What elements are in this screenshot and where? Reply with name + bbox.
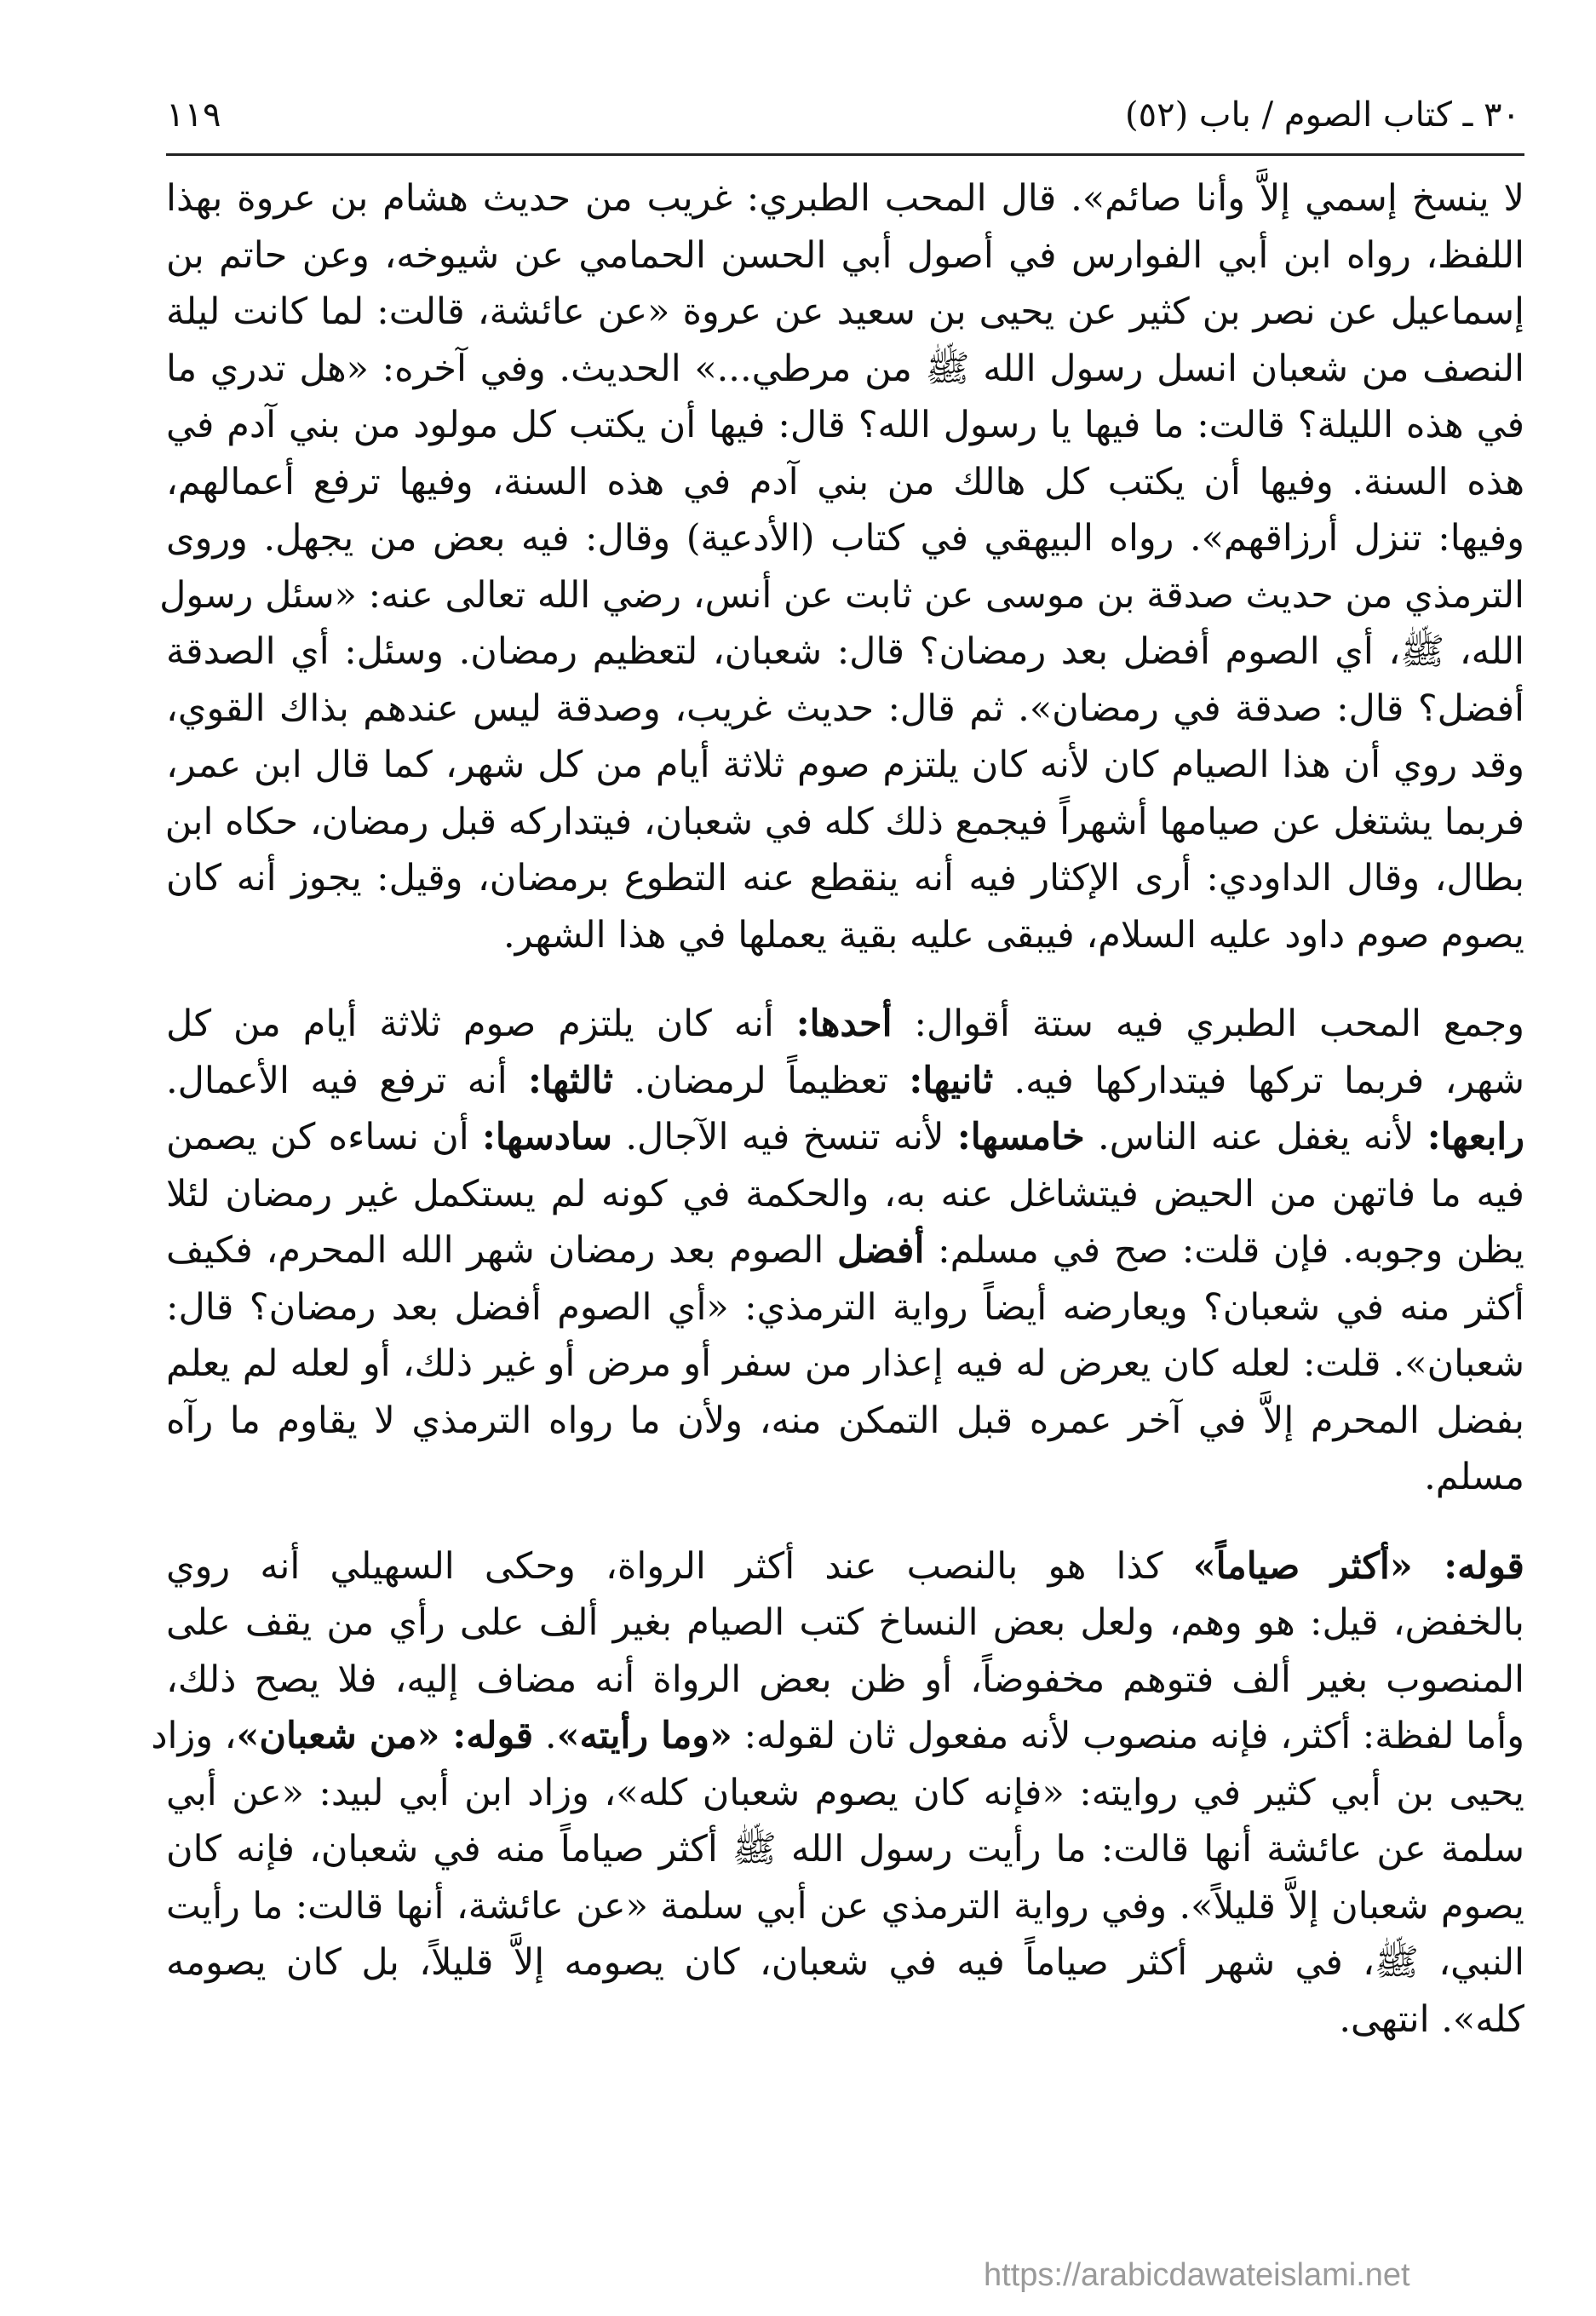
text-run: المنصوب بغير ألف فتوهم مخفوضاً، أو ظن بعض الرواة أنه مضاف إليه، فلا يصح ذلك، (166, 1658, 1524, 1701)
text-run: الترمذي من حديث صدقة بن موسى عن ثابت عن أنس، رضي الله تعالى عنه: «سئل رسول (159, 573, 1524, 617)
text-run: أن نساءه كن يصمن (166, 1116, 482, 1158)
text-run: ، وزاد (151, 1715, 237, 1757)
text-line (166, 170, 1524, 227)
text-run: كله». انتهى. (1339, 1997, 1524, 2041)
text-run: تعظيماً لرمضان. (612, 1059, 910, 1102)
text-run: شعبان». قلت: لعله كان يعرض له فيه إعذار من سفر أو مرض أو غير ذلك، أو لعله لم يعلم (166, 1342, 1524, 1385)
text-line (166, 1393, 1524, 1450)
text-line (166, 227, 1524, 284)
text-line (166, 850, 1524, 907)
text-run: مسلم. (1424, 1456, 1524, 1498)
text-run: فيه ما فاتهن من الحيض فيتشاغل عنه به، والحكمة في كونه لم يستكمل غير رمضان لئلا (166, 1172, 1524, 1215)
text-line (166, 1821, 1524, 1878)
bold-term: سادسها: (481, 1116, 613, 1158)
text-line (166, 1336, 1524, 1393)
text-line (166, 1449, 1524, 1506)
text-run: وقد روي أن هذا الصيام كان لأنه كان يلتزم صوم ثلاثة أيام من كل شهر، كما قال ابن عمر، (166, 744, 1524, 786)
text-run: شهر، فربما تركها فيتداركها فيه. (993, 1059, 1524, 1102)
text-line (166, 1109, 1524, 1166)
paragraph (151, 1538, 1524, 2049)
page-body (151, 170, 1524, 2048)
text-line (166, 1166, 1524, 1223)
text-run: الصوم بعد رمضان شهر الله المحرم، فكيف (166, 1229, 838, 1272)
text-line (166, 907, 1524, 964)
bold-term: قوله: «أكثر صياماً» (1192, 1544, 1524, 1588)
bold-term: أفضل (837, 1229, 925, 1272)
text-run: سلمة عن عائشة أنها قالت: ما رأيت رسول الله ﷺ أكثر صياماً منه في شعبان، فإنه كان (166, 1828, 1524, 1871)
bold-term: خامسها: (956, 1116, 1085, 1158)
text-run: وفيها: تنزل أرزاقهم». رواه البيهقي في كتاب (الأدعية) وقال: فيه بعض من يجهل. وروى (166, 517, 1524, 560)
text-run: يحيى بن أبي كثير في روايته: «فإنه كان يصوم شعبان كله»، وزاد ابن أبي لبيد: «عن أبي (166, 1771, 1524, 1814)
text-run: اللفظ، رواه ابن أبي الفوارس في أصول أبي الحسن الحمامي عن شيوخه، وعن حاتم بن (166, 233, 1524, 277)
page-header (166, 95, 1520, 147)
paragraph-gap (166, 1506, 1524, 1538)
paragraph (159, 170, 1524, 963)
text-line (166, 284, 1524, 341)
text-run: لأنه يغفل عنه الناس. (1084, 1116, 1427, 1158)
text-run: الله، ﷺ، أي الصوم أفضل بعد رمضان؟ قال: شعبان، لتعظيم رمضان. وسئل: أي الصدقة (166, 630, 1524, 673)
text-line (166, 1595, 1524, 1652)
text-line (166, 510, 1524, 567)
text-line (166, 1991, 1524, 2049)
bold-term: قوله: «من شعبان» (236, 1715, 534, 1757)
bold-term: أحدها: (795, 1003, 893, 1045)
text-run: لأنه تنسخ فيه الآجال. (612, 1116, 957, 1158)
bold-term: «وما رأيته» (556, 1715, 732, 1757)
bold-term: رابعها: (1427, 1116, 1524, 1158)
text-run: هذه السنة. وفيها أن يكتب كل هالك من بني آدم في هذه السنة، وفيها ترفع أعمالهم، (166, 460, 1524, 503)
text-run: يظن وجوبه. فإن قلت: صح في مسلم: (924, 1229, 1524, 1272)
text-run: كذا هو بالنصب عند أكثر الرواة، وحكى السهيلي أنه روي (166, 1544, 1193, 1588)
text-run: فربما يشتغل عن صيامها أشهراً فيجمع ذلك كله في شعبان، فيتداركه قبل رمضان، حكاه ابن (164, 800, 1524, 843)
text-line (166, 1222, 1524, 1279)
text-run: النصف من شعبان انسل رسول الله ﷺ من مرطي...» الحديث. وفي آخره: «هل تدري ما (166, 347, 1524, 390)
text-run: أكثر منه في شعبان؟ ويعارضه أيضاً رواية الترمذي: «أي الصوم أفضل بعد رمضان؟ قال: (166, 1285, 1524, 1329)
source-watermark: https://arabicdawateislami.net (984, 2257, 1410, 2293)
text-run: . (533, 1715, 557, 1757)
text-run: لا ينسخ إسمي إلاَّ وأنا صائم». قال المحب الطبري: غريب من حديث هشام بن عروة بهذا (166, 177, 1524, 220)
text-line (166, 794, 1524, 851)
text-line (159, 567, 1524, 624)
text-line (166, 1053, 1524, 1110)
text-run: إسماعيل عن نصر بن كثير عن يحيى بن سعيد عن عروة «عن عائشة، قالت: لما كانت ليلة (166, 290, 1524, 333)
text-line (166, 996, 1524, 1053)
paragraph (166, 996, 1524, 1506)
text-line (166, 681, 1524, 738)
text-line (166, 1878, 1524, 1935)
text-line (166, 624, 1524, 681)
text-run: وأما لفظة: أكثر، فإنه منصوب لأنه مفعول ثان لقوله: (732, 1715, 1524, 1757)
text-line (166, 1279, 1524, 1336)
text-run: بطال، وقال الداودي: أرى الإكثار فيه أنه ينقطع عنه التطوع برمضان، وقيل: يجوز أنه كان (166, 857, 1524, 899)
text-run: بالخفض، قيل: هو وهم، ولعل بعض النساخ كتب الصيام بغير ألف على رأي من يقف على (166, 1601, 1524, 1644)
text-line (166, 1934, 1524, 1991)
text-line (166, 1652, 1524, 1709)
text-line (166, 1765, 1524, 1822)
text-line (166, 737, 1524, 794)
text-run: أفضل؟ قال: صدقة في رمضان». ثم قال: حديث غريب، وصدقة ليس عندهم بذاك القوي، (166, 687, 1524, 730)
page-number: ١١٩ (166, 95, 221, 135)
running-title: ٣٠ ـ كتاب الصوم / باب (٥٢) (1125, 95, 1520, 135)
text-run: النبي، ﷺ، في شهر أكثر صياماً فيه في شعبان، كان يصومه إلاَّ قليلاً، بل كان يصومه (166, 1941, 1524, 1984)
text-run: في هذه الليلة؟ قالت: ما فيها يا رسول الله؟ قال: فيها أن يكتب كل مولود من بني آدم في (166, 404, 1524, 446)
text-line (166, 397, 1524, 454)
header-rule (166, 153, 1524, 156)
text-run: يصوم شعبان إلاَّ قليلاً». وفي رواية الترمذي عن أبي سلمة «عن عائشة، أنها قالت: ما رأيت (166, 1884, 1524, 1928)
text-run: بفضل المحرم إلاَّ في آخر عمره قبل التمكن منه، ولأن ما رواه الترمذي لا يقاوم ما رآه (166, 1399, 1524, 1442)
text-run: أنه ترفع فيه الأعمال. (166, 1059, 528, 1102)
text-line (151, 1708, 1524, 1765)
text-run: يصوم صوم داود عليه السلام، فيبقى عليه بقية يعملها في هذا الشهر. (502, 913, 1524, 957)
paragraph-gap (166, 963, 1524, 996)
text-run: أنه كان يلتزم صوم ثلاثة أيام من كل (166, 1003, 796, 1045)
text-line (166, 454, 1524, 511)
text-line (166, 1538, 1524, 1595)
bold-term: ثانيها: (909, 1059, 994, 1102)
bold-term: ثالثها: (528, 1059, 613, 1102)
text-run: وجمع المحب الطبري فيه ستة أقوال: (892, 1003, 1524, 1045)
text-line (166, 341, 1524, 398)
